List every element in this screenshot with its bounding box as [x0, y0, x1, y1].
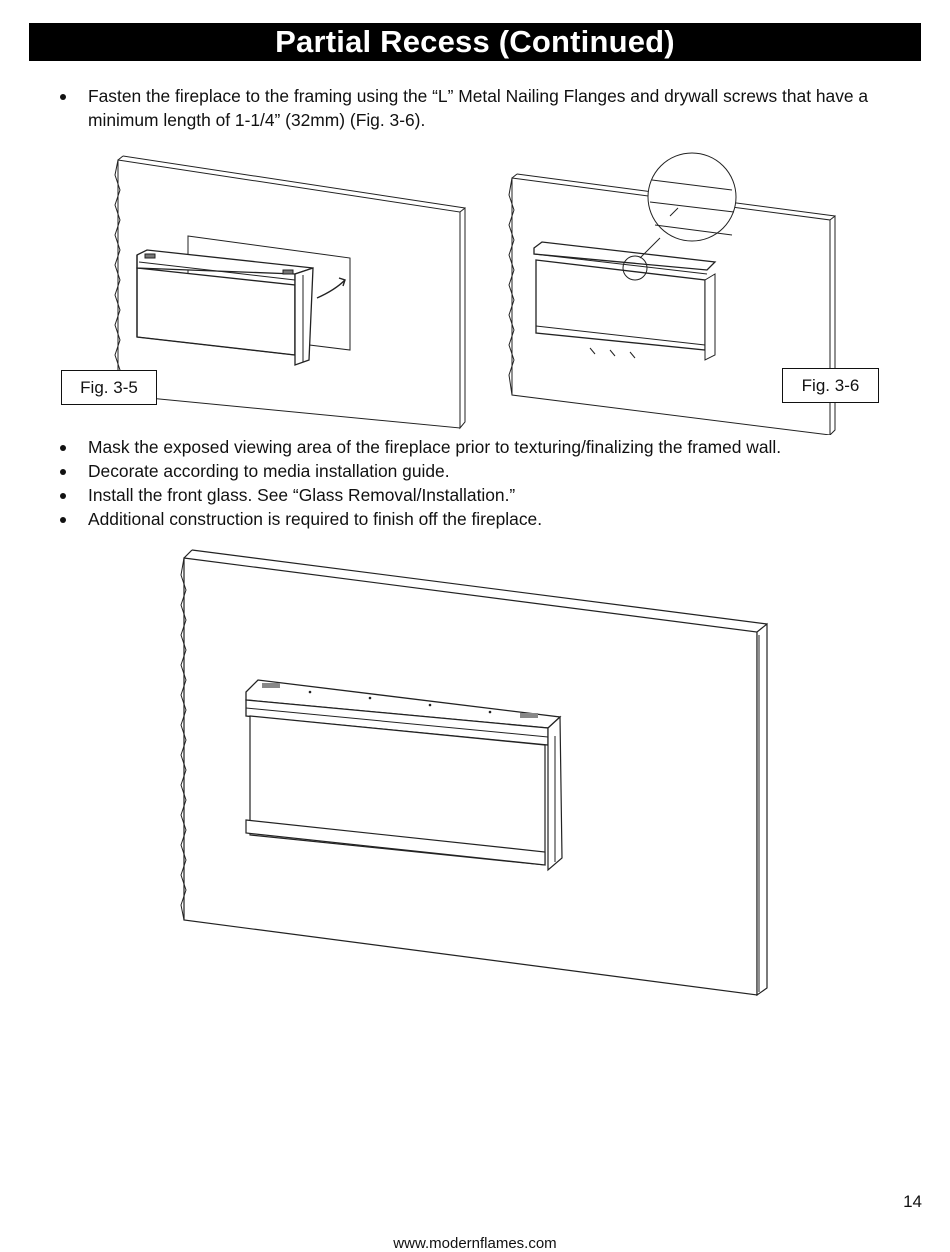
- bullet-icon: [60, 493, 66, 499]
- page-title: Partial Recess (Continued): [275, 24, 675, 59]
- bullet-icon: [60, 94, 66, 100]
- detail-zoom-circle: [648, 153, 736, 241]
- finished-installation-illustration: [170, 540, 780, 1005]
- footer-url[interactable]: www.modernflames.com: [393, 1235, 557, 1252]
- bullet-icon: [60, 469, 66, 475]
- title-bar: [29, 23, 921, 61]
- instructions-bottom-list: [58, 435, 898, 531]
- instruction-text: Mask the exposed viewing area of the fireplace prior to texturing/finalizing the framed wall.: [88, 437, 782, 457]
- list-item: [58, 459, 898, 483]
- instruction-text: Additional construction is required to finish off the fireplace.: [88, 509, 543, 529]
- page-number: 14: [903, 1192, 922, 1211]
- list-item: [58, 507, 898, 531]
- list-item: [58, 84, 898, 132]
- bullet-icon: [60, 445, 66, 451]
- fig-3-6-label-text: Fig. 3-6: [801, 375, 860, 395]
- instruction-text: Install the front glass. See “Glass Removal/Installation.”: [88, 485, 516, 505]
- instructions-top-list: [58, 84, 898, 132]
- bullet-icon: [60, 517, 66, 523]
- fireplace-side: [705, 274, 715, 360]
- fig-3-5-label-text: Fig. 3-5: [80, 377, 138, 397]
- fig-3-6-label: [782, 368, 879, 403]
- list-item: [58, 435, 898, 459]
- instruction-text: Decorate according to media installation guide.: [88, 461, 450, 481]
- instruction-text: Fasten the fireplace to the framing using the “L” Metal Nailing Flanges and drywall screws that have a minimum length of 1-1/4” (32mm) (Fig. 3-6).: [88, 86, 869, 130]
- fig-3-5-label: [61, 370, 157, 405]
- list-item: [58, 483, 898, 507]
- wall-edge: [460, 208, 465, 428]
